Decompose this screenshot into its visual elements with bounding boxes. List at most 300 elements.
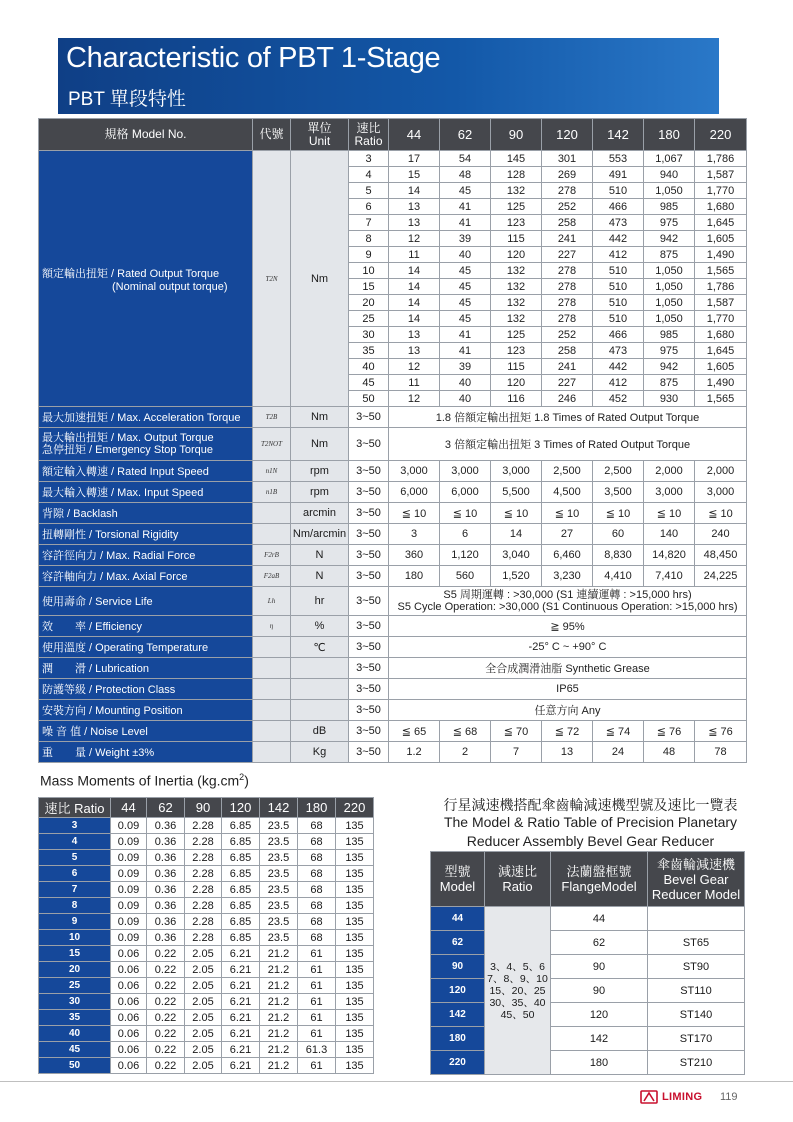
ratio-list-line: 7、8、9、10 <box>487 972 548 985</box>
mmi-value: 6.21 <box>222 1010 260 1026</box>
radial-force-value: 8,830 <box>593 545 644 566</box>
header-ratio-zh: 速比 <box>356 120 381 135</box>
torque-value: 115 <box>491 359 542 375</box>
torque-value: 227 <box>542 247 593 263</box>
max-accel-torque-unit: Nm <box>291 407 349 428</box>
table-row <box>431 979 745 1003</box>
torque-value: 1,680 <box>695 327 747 343</box>
torque-value: 12 <box>389 391 440 407</box>
torque-value: 442 <box>593 231 644 247</box>
table-row <box>39 914 374 930</box>
table-row <box>39 524 747 545</box>
noise-level-value: ≦ 74 <box>593 721 644 742</box>
mmi-table <box>38 797 374 1074</box>
header-unit-en: Unit <box>308 133 331 148</box>
mmi-value: 6.21 <box>222 1026 260 1042</box>
mmi-ratio: 35 <box>39 1010 111 1026</box>
torque-value: 258 <box>542 343 593 359</box>
radial-force-ratio: 3~50 <box>349 545 389 566</box>
torque-value: 1,770 <box>695 311 747 327</box>
mmi-ratio: 6 <box>39 866 111 882</box>
header-size: 220 <box>695 119 747 151</box>
torque-value: 442 <box>593 359 644 375</box>
torque-value: 1,050 <box>644 311 695 327</box>
torque-value: 41 <box>440 199 491 215</box>
torque-value: 14 <box>389 183 440 199</box>
torque-value: 40 <box>440 247 491 263</box>
mmi-header-size: 120 <box>222 798 260 818</box>
model-header-ratio-line: 減速比 <box>497 864 537 879</box>
torque-value: 14 <box>389 279 440 295</box>
mmi-value: 68 <box>298 818 336 834</box>
torque-value: 132 <box>491 311 542 327</box>
model-size: 180 <box>431 1027 485 1051</box>
mmi-value: 68 <box>298 850 336 866</box>
mmi-value: 2.28 <box>185 834 222 850</box>
axial-force-value: 560 <box>440 566 491 587</box>
torque-value: 1,680 <box>695 199 747 215</box>
table-row <box>39 962 374 978</box>
header-size: 142 <box>593 119 644 151</box>
mmi-value: 61 <box>298 1010 336 1026</box>
mounting-position-ratio: 3~50 <box>349 700 389 721</box>
mmi-value: 135 <box>336 898 374 914</box>
rated-input-speed-value: 3,000 <box>389 461 440 482</box>
ratio-cell: 40 <box>349 359 389 375</box>
torsional-rigidity-value: 6 <box>440 524 491 545</box>
torque-value: 17 <box>389 151 440 167</box>
mmi-value: 135 <box>336 1010 374 1026</box>
backlash-value: ≦ 10 <box>695 503 747 524</box>
table-row <box>431 931 745 955</box>
torque-value: 115 <box>491 231 542 247</box>
torque-value: 246 <box>542 391 593 407</box>
mmi-value: 2.05 <box>185 994 222 1010</box>
max-input-speed-value: 4,500 <box>542 482 593 503</box>
mmi-value: 21.2 <box>260 1010 298 1026</box>
max-output-ratio: 3~50 <box>349 428 389 461</box>
ratio-cell: 45 <box>349 375 389 391</box>
weight-value: 78 <box>695 742 747 763</box>
torsional-rigidity-value: 27 <box>542 524 593 545</box>
torque-value: 41 <box>440 327 491 343</box>
mmi-value: 61 <box>298 978 336 994</box>
torque-value: 975 <box>644 215 695 231</box>
noise-level-symbol <box>253 721 291 742</box>
mmi-value: 135 <box>336 914 374 930</box>
mmi-value: 61.3 <box>298 1042 336 1058</box>
rated-input-speed-value: 2,500 <box>593 461 644 482</box>
protection-class-ratio: 3~50 <box>349 679 389 700</box>
model-header-flange-line: FlangeModel <box>561 879 637 894</box>
torsional-rigidity-value: 60 <box>593 524 644 545</box>
max-input-speed-value: 3,000 <box>644 482 695 503</box>
ratio-cell: 7 <box>349 215 389 231</box>
mmi-ratio: 10 <box>39 930 111 946</box>
header-model: 規格 Model No. <box>39 119 253 151</box>
torque-value: 985 <box>644 199 695 215</box>
torque-value: 1,786 <box>695 151 747 167</box>
torque-value: 13 <box>389 327 440 343</box>
table-row <box>431 1003 745 1027</box>
mmi-value: 2.28 <box>185 914 222 930</box>
backlash-label: 背隙 / Backlash <box>39 503 253 524</box>
mmi-header-ratio: 速比 Ratio <box>39 798 111 818</box>
torque-value: 45 <box>440 295 491 311</box>
model-size: 120 <box>431 979 485 1003</box>
mmi-ratio: 3 <box>39 818 111 834</box>
lubrication-symbol <box>253 658 291 679</box>
mmi-value: 0.06 <box>111 1026 147 1042</box>
torque-value: 510 <box>593 295 644 311</box>
torsional-rigidity-label: 扭轉剛性 / Torsional Rigidity <box>39 524 253 545</box>
radial-force-value: 3,040 <box>491 545 542 566</box>
noise-level-unit: dB <box>291 721 349 742</box>
torque-value: 39 <box>440 359 491 375</box>
model-size: 44 <box>431 907 485 931</box>
mmi-header-size: 180 <box>298 798 336 818</box>
mmi-value: 0.36 <box>147 818 185 834</box>
max-input-speed-value: 6,000 <box>440 482 491 503</box>
mmi-header-size: 90 <box>185 798 222 818</box>
max-accel-torque-symbol: T2B <box>253 407 291 428</box>
mmi-value: 2.05 <box>185 1010 222 1026</box>
torque-value: 12 <box>389 231 440 247</box>
torque-value: 1,067 <box>644 151 695 167</box>
axial-force-value: 4,410 <box>593 566 644 587</box>
model-ratio-table <box>430 851 745 1075</box>
mmi-value: 23.5 <box>260 882 298 898</box>
flange-model: 120 <box>551 1003 648 1027</box>
mmi-value: 0.09 <box>111 898 147 914</box>
header-size: 90 <box>491 119 542 151</box>
mmi-value: 135 <box>336 1026 374 1042</box>
torque-value: 975 <box>644 343 695 359</box>
torque-value: 54 <box>440 151 491 167</box>
header-unit-zh: 單位 <box>307 120 332 135</box>
mmi-value: 0.36 <box>147 850 185 866</box>
weight-value: 1.2 <box>389 742 440 763</box>
mmi-value: 61 <box>298 946 336 962</box>
torque-value: 1,587 <box>695 295 747 311</box>
torque-value: 128 <box>491 167 542 183</box>
mmi-value: 0.09 <box>111 882 147 898</box>
mmi-value: 0.09 <box>111 866 147 882</box>
radial-force-value: 14,820 <box>644 545 695 566</box>
torque-value: 278 <box>542 295 593 311</box>
mmi-value: 0.06 <box>111 1010 147 1026</box>
mmi-value: 68 <box>298 866 336 882</box>
mmi-ratio: 5 <box>39 850 111 866</box>
efficiency-unit: % <box>291 616 349 637</box>
mmi-value: 2.05 <box>185 1026 222 1042</box>
rated-input-speed-value: 3,000 <box>491 461 542 482</box>
model-size: 62 <box>431 931 485 955</box>
model-table-title-en2: Reducer Assembly Bevel Gear Reducer <box>466 833 715 849</box>
mmi-value: 135 <box>336 834 374 850</box>
torque-value: 14 <box>389 263 440 279</box>
weight-value: 13 <box>542 742 593 763</box>
mmi-value: 6.21 <box>222 962 260 978</box>
mmi-value: 21.2 <box>260 962 298 978</box>
torque-value: 278 <box>542 279 593 295</box>
max-accel-torque-ratio: 3~50 <box>349 407 389 428</box>
torque-value: 278 <box>542 263 593 279</box>
bevel-model: ST90 <box>648 955 745 979</box>
torque-value: 227 <box>542 375 593 391</box>
torque-value: 510 <box>593 279 644 295</box>
flange-model: 90 <box>551 979 648 1003</box>
radial-force-symbol: F2rB <box>253 545 291 566</box>
operating-temperature-symbol <box>253 637 291 658</box>
torque-value: 125 <box>491 327 542 343</box>
torque-value: 930 <box>644 391 695 407</box>
mmi-ratio: 7 <box>39 882 111 898</box>
mmi-value: 0.22 <box>147 946 185 962</box>
axial-force-ratio: 3~50 <box>349 566 389 587</box>
torque-value: 41 <box>440 343 491 359</box>
torque-value: 466 <box>593 199 644 215</box>
bevel-model: ST140 <box>648 1003 745 1027</box>
torque-value: 145 <box>491 151 542 167</box>
mmi-value: 135 <box>336 930 374 946</box>
mmi-header-size: 44 <box>111 798 147 818</box>
rated-torque-label-zh: 額定輸出扭矩 / Rated Output Torque <box>42 267 220 280</box>
torque-value: 132 <box>491 279 542 295</box>
mmi-value: 0.09 <box>111 834 147 850</box>
mmi-value: 0.36 <box>147 930 185 946</box>
max-input-speed-value: 5,500 <box>491 482 542 503</box>
mmi-value: 135 <box>336 946 374 962</box>
torque-value: 985 <box>644 327 695 343</box>
page-title: Characteristic of PBT 1-Stage <box>66 42 441 74</box>
table-row <box>39 1042 374 1058</box>
table-row <box>39 930 374 946</box>
mmi-value: 0.06 <box>111 978 147 994</box>
mmi-value: 68 <box>298 834 336 850</box>
table-row <box>39 866 374 882</box>
torque-value: 473 <box>593 343 644 359</box>
rated-input-speed-value: 2,000 <box>644 461 695 482</box>
radial-force-label: 容許徑向力 / Max. Radial Force <box>39 545 253 566</box>
mmi-value: 68 <box>298 898 336 914</box>
mmi-value: 23.5 <box>260 866 298 882</box>
ratio-cell: 3 <box>349 151 389 167</box>
operating-temperature-unit: ℃ <box>291 637 349 658</box>
ratio-cell: 50 <box>349 391 389 407</box>
mounting-position-symbol <box>253 700 291 721</box>
axial-force-value: 7,410 <box>644 566 695 587</box>
mmi-ratio: 25 <box>39 978 111 994</box>
mmi-value: 0.09 <box>111 930 147 946</box>
torque-value: 940 <box>644 167 695 183</box>
service-life-value-en: S5 Cycle Operation: >30,000 (S1 Continuous Operation: >15,000 hrs) <box>397 601 738 613</box>
operating-temperature-ratio: 3~50 <box>349 637 389 658</box>
torsional-rigidity-symbol <box>253 524 291 545</box>
flange-model: 44 <box>551 907 648 931</box>
max-output-symbol: T2NOT <box>253 428 291 461</box>
mmi-value: 6.21 <box>222 1058 260 1074</box>
table-row <box>39 461 747 482</box>
model-header-bevel-line: Bevel Gear <box>663 871 729 887</box>
table-row <box>431 955 745 979</box>
mmi-value: 21.2 <box>260 994 298 1010</box>
operating-temperature-value: -25° C ~ +90° C <box>389 637 747 658</box>
bevel-model: ST65 <box>648 931 745 955</box>
torque-value: 13 <box>389 215 440 231</box>
mmi-value: 21.2 <box>260 978 298 994</box>
max-output-label1: 最大輸出扭矩 / Max. Output Torque <box>42 432 214 444</box>
service-life-label: 使用壽命 / Service Life <box>39 587 253 616</box>
mmi-value: 2.05 <box>185 962 222 978</box>
ratio-cell: 35 <box>349 343 389 359</box>
torque-value: 875 <box>644 247 695 263</box>
mmi-value: 23.5 <box>260 914 298 930</box>
mmi-title: Mass Moments of Inertia $(kg.cm^2)$ <box>40 772 249 789</box>
torque-value: 1,050 <box>644 263 695 279</box>
mmi-value: 6.85 <box>222 834 260 850</box>
mmi-value: 61 <box>298 1058 336 1074</box>
table-row <box>39 637 747 658</box>
page-number: 119 <box>720 1091 738 1103</box>
mmi-value: 23.5 <box>260 898 298 914</box>
mmi-value: 21.2 <box>260 946 298 962</box>
torque-value: 1,565 <box>695 391 747 407</box>
ratio-cell: 20 <box>349 295 389 311</box>
mmi-value: 0.22 <box>147 1058 185 1074</box>
lubrication-unit <box>291 658 349 679</box>
torque-value: 473 <box>593 215 644 231</box>
model-header-flange <box>551 852 648 907</box>
torque-value: 45 <box>440 311 491 327</box>
table-row <box>431 1051 745 1075</box>
mounting-position-unit <box>291 700 349 721</box>
mmi-value: 0.06 <box>111 1058 147 1074</box>
weight-value: 48 <box>644 742 695 763</box>
ratio-cell: 4 <box>349 167 389 183</box>
radial-force-unit: N <box>291 545 349 566</box>
torque-value: 1,587 <box>695 167 747 183</box>
mmi-value: 0.06 <box>111 994 147 1010</box>
service-life-unit: hr <box>291 587 349 616</box>
header-ratio <box>349 119 389 151</box>
mmi-value: 0.36 <box>147 834 185 850</box>
mmi-value: 0.22 <box>147 994 185 1010</box>
mmi-value: 0.06 <box>111 1042 147 1058</box>
mmi-value: 6.21 <box>222 994 260 1010</box>
mmi-value: 0.22 <box>147 962 185 978</box>
torsional-rigidity-value: 240 <box>695 524 747 545</box>
torsional-rigidity-value: 140 <box>644 524 695 545</box>
ratio-list-line: 3、4、5、6 <box>490 960 545 973</box>
model-header-bevel <box>648 852 745 907</box>
backlash-value: ≦ 10 <box>593 503 644 524</box>
torque-value: 45 <box>440 263 491 279</box>
torque-value: 125 <box>491 199 542 215</box>
mmi-value: 21.2 <box>260 1026 298 1042</box>
torque-value: 252 <box>542 199 593 215</box>
rated-input-speed-symbol: n1N <box>253 461 291 482</box>
protection-class-symbol <box>253 679 291 700</box>
model-header-ratio <box>485 852 551 907</box>
axial-force-value: 1,520 <box>491 566 542 587</box>
flange-model: 62 <box>551 931 648 955</box>
mmi-value: 0.22 <box>147 1026 185 1042</box>
model-header-ratio-line: Ratio <box>502 879 533 894</box>
table-row <box>431 1027 745 1051</box>
mmi-ratio: 4 <box>39 834 111 850</box>
ratio-list <box>485 907 551 1075</box>
mmi-value: 2.28 <box>185 850 222 866</box>
torque-value: 39 <box>440 231 491 247</box>
backlash-symbol <box>253 503 291 524</box>
torsional-rigidity-ratio: 3~50 <box>349 524 389 545</box>
mmi-value: 61 <box>298 994 336 1010</box>
table-row <box>39 898 374 914</box>
mmi-ratio: 15 <box>39 946 111 962</box>
torque-value: 942 <box>644 231 695 247</box>
mmi-value: 2.05 <box>185 1058 222 1074</box>
mmi-value: 61 <box>298 1026 336 1042</box>
table-row <box>39 834 374 850</box>
weight-value: 7 <box>491 742 542 763</box>
flange-model: 180 <box>551 1051 648 1075</box>
efficiency-symbol: η <box>253 616 291 637</box>
model-size: 220 <box>431 1051 485 1075</box>
noise-level-value: ≦ 65 <box>389 721 440 742</box>
table-row <box>39 994 374 1010</box>
mmi-value: 0.09 <box>111 818 147 834</box>
rated-input-speed-value: 2,000 <box>695 461 747 482</box>
table-row <box>39 978 374 994</box>
max-output-unit: Nm <box>291 428 349 461</box>
model-size: 142 <box>431 1003 485 1027</box>
mmi-value: 2.05 <box>185 1042 222 1058</box>
flange-model: 142 <box>551 1027 648 1051</box>
mmi-value: 135 <box>336 1058 374 1074</box>
noise-level-ratio: 3~50 <box>349 721 389 742</box>
table-row <box>431 907 745 931</box>
rated-input-speed-label: 額定輸入轉速 / Rated Input Speed <box>39 461 253 482</box>
torque-value: 13 <box>389 343 440 359</box>
torque-value: 1,645 <box>695 215 747 231</box>
ratio-cell: 5 <box>349 183 389 199</box>
mmi-value: 135 <box>336 994 374 1010</box>
torque-value: 45 <box>440 279 491 295</box>
ratio-list-line: 15、20、25 <box>489 984 546 997</box>
mmi-value: 6.85 <box>222 818 260 834</box>
torque-value: 452 <box>593 391 644 407</box>
table-row <box>39 742 747 763</box>
table-row <box>39 882 374 898</box>
mmi-value: 2.28 <box>185 818 222 834</box>
efficiency-value: ≧ 95% <box>389 616 747 637</box>
ratio-cell: 10 <box>349 263 389 279</box>
bevel-model: ST110 <box>648 979 745 1003</box>
model-size: 90 <box>431 955 485 979</box>
torque-value: 40 <box>440 375 491 391</box>
noise-level-value: ≦ 76 <box>644 721 695 742</box>
mmi-value: 0.36 <box>147 882 185 898</box>
torque-value: 1,050 <box>644 279 695 295</box>
table-row <box>39 545 747 566</box>
model-header-model-line: 型號 <box>444 864 471 879</box>
table-row <box>39 119 747 151</box>
table-row <box>39 587 747 616</box>
rated-input-speed-unit: rpm <box>291 461 349 482</box>
mmi-value: 2.28 <box>185 882 222 898</box>
mmi-value: 23.5 <box>260 930 298 946</box>
